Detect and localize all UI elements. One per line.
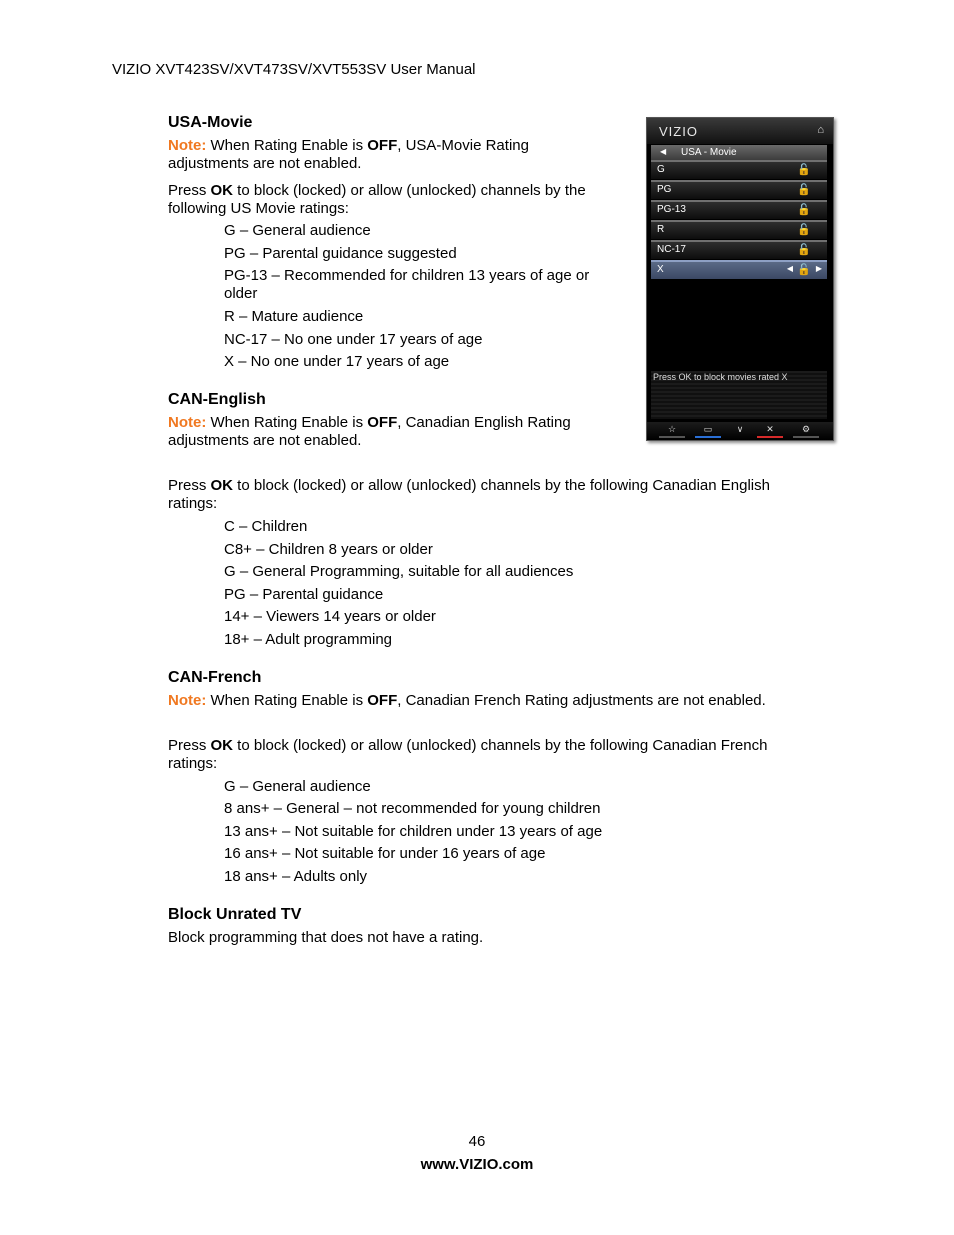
tv-menu-row-pg13 bbox=[651, 200, 827, 219]
exit-icon bbox=[755, 424, 785, 438]
favorite-glyph: ☆ bbox=[667, 424, 677, 434]
unlock-icon: 🔓 bbox=[797, 204, 811, 216]
note-label: Note: bbox=[168, 414, 207, 431]
tv-menu-row-nc17 bbox=[651, 240, 827, 259]
input-icon bbox=[693, 424, 723, 438]
tv-menu-row-g bbox=[651, 160, 827, 179]
list-item: PG – Parental guidance suggested bbox=[224, 245, 457, 262]
tv-row-label: X bbox=[657, 264, 664, 275]
note-text: When Rating Enable is bbox=[206, 137, 368, 154]
usa-movie-note-line2: adjustments are not enabled. bbox=[168, 155, 362, 172]
button-underline bbox=[695, 436, 721, 438]
usa-movie-press-line2: following US Movie ratings: bbox=[168, 200, 349, 217]
tv-row-label: NC-17 bbox=[657, 244, 686, 255]
note-text: When Rating Enable is bbox=[206, 414, 368, 431]
tv-row-label: PG bbox=[657, 184, 672, 195]
note-label: Note: bbox=[168, 692, 207, 709]
block-unrated-heading: Block Unrated TV bbox=[168, 906, 302, 923]
right-arrow-icon: ▶ bbox=[815, 264, 822, 273]
note-bold: OFF bbox=[367, 137, 398, 154]
list-item: R – Mature audience bbox=[224, 308, 364, 325]
can-english-press-line2: ratings: bbox=[168, 495, 218, 512]
usa-movie-note-line1 bbox=[168, 137, 529, 155]
tv-menu-title: USA - Movie bbox=[681, 147, 737, 158]
unlock-icon: 🔓 bbox=[797, 264, 811, 276]
usa-movie-press-line1 bbox=[168, 182, 586, 200]
list-item: NC-17 – No one under 17 years of age bbox=[224, 331, 483, 348]
button-underline bbox=[659, 436, 685, 438]
exit-glyph: ✕ bbox=[766, 424, 774, 434]
tv-bottom-bar bbox=[647, 422, 833, 440]
list-item: 14+ – Viewers 14 years or older bbox=[224, 608, 436, 625]
page-number: 46 bbox=[468, 1133, 486, 1150]
note-label: Note: bbox=[168, 137, 207, 154]
list-item: X – No one under 17 years of age bbox=[224, 353, 450, 370]
press-bold: OK bbox=[210, 182, 234, 199]
list-item: G – General audience bbox=[224, 222, 371, 239]
button-underline bbox=[757, 436, 783, 438]
can-english-press-line1 bbox=[168, 477, 770, 495]
tv-row-label: PG-13 bbox=[657, 204, 686, 215]
gear-glyph: ⚙ bbox=[801, 424, 811, 434]
note-bold: OFF bbox=[367, 414, 398, 431]
list-item: 18 ans+ – Adults only bbox=[224, 868, 368, 885]
list-item: C8+ – Children 8 years or older bbox=[224, 541, 433, 558]
unlock-icon: 🔓 bbox=[797, 164, 811, 176]
tv-menu-title-bar bbox=[651, 145, 827, 160]
left-arrow-icon: ◀ bbox=[786, 264, 793, 273]
usa-movie-heading: USA-Movie bbox=[168, 114, 253, 131]
list-item: PG – Parental guidance bbox=[224, 586, 384, 603]
unlock-icon: 🔓 bbox=[797, 184, 811, 196]
press-text: to block (locked) or allow (unlocked) channels by the bbox=[233, 182, 586, 199]
list-item: PG-13 – Recommended for children 13 years of age or bbox=[224, 267, 590, 284]
list-item: 13 ans+ – Not suitable for children under 13 years of age bbox=[224, 823, 603, 840]
press-text: Press bbox=[168, 737, 211, 754]
list-item: 18+ – Adult programming bbox=[224, 631, 393, 648]
tv-top-bar bbox=[647, 118, 833, 144]
input-glyph: ▭ bbox=[703, 424, 713, 434]
unlock-icon: 🔓 bbox=[797, 244, 811, 256]
press-bold: OK bbox=[210, 737, 234, 754]
note-text: When Rating Enable is bbox=[206, 692, 368, 709]
website-url: www.VIZIO.com bbox=[420, 1156, 534, 1173]
tv-help-text: Press OK to block movies rated X bbox=[653, 372, 788, 382]
manual-title: VIZIO XVT423SV/XVT473SV/XVT553SV User Manual bbox=[112, 61, 476, 78]
can-english-note-line1 bbox=[168, 414, 571, 432]
press-text: Press bbox=[168, 477, 211, 494]
can-french-press-line2: ratings: bbox=[168, 755, 218, 772]
unlock-icon: 🔓 bbox=[797, 224, 811, 236]
note-text: , Canadian English Rating bbox=[397, 414, 571, 431]
note-text: , Canadian French Rating adjustments are not enabled. bbox=[397, 692, 766, 709]
can-french-note-line1 bbox=[168, 692, 766, 710]
note-bold: OFF bbox=[367, 692, 398, 709]
tv-menu-row-x bbox=[651, 260, 827, 279]
list-item: G – General audience bbox=[224, 778, 371, 795]
gear-icon bbox=[791, 424, 821, 438]
block-unrated-body: Block programming that does not have a rating. bbox=[168, 929, 484, 946]
press-bold: OK bbox=[210, 477, 234, 494]
vizio-logo: VIZIO bbox=[659, 124, 698, 139]
list-item: older bbox=[224, 285, 258, 302]
can-french-press-line1 bbox=[168, 737, 767, 755]
button-underline bbox=[793, 436, 819, 438]
list-item: G – General Programming, suitable for all audiences bbox=[224, 563, 574, 580]
tv-row-label: R bbox=[657, 224, 665, 235]
list-item: 8 ans+ – General – not recommended for young children bbox=[224, 800, 601, 817]
can-english-heading: CAN-English bbox=[168, 391, 266, 408]
favorite-icon bbox=[657, 424, 687, 438]
list-item: 16 ans+ – Not suitable for under 16 years of age bbox=[224, 845, 546, 862]
tv-menu-screenshot bbox=[646, 117, 834, 441]
can-english-note-line2: adjustments are not enabled. bbox=[168, 432, 362, 449]
list-item: C – Children bbox=[224, 518, 308, 535]
press-text: Press bbox=[168, 182, 211, 199]
can-french-heading: CAN-French bbox=[168, 669, 262, 686]
press-text: to block (locked) or allow (unlocked) channels by the following Canadian English bbox=[233, 477, 770, 494]
tv-menu-row-r bbox=[651, 220, 827, 239]
tv-help-band bbox=[651, 371, 827, 419]
press-text: to block (locked) or allow (unlocked) channels by the following Canadian French bbox=[233, 737, 768, 754]
tv-menu-row-pg bbox=[651, 180, 827, 199]
home-icon: ⌂ bbox=[817, 124, 824, 136]
tv-row-label: G bbox=[657, 164, 665, 175]
v-glyph: ∨ bbox=[736, 424, 744, 434]
back-arrow-icon: ◀ bbox=[660, 147, 667, 156]
v-button-icon bbox=[725, 424, 755, 438]
note-text: , USA-Movie Rating bbox=[397, 137, 529, 154]
